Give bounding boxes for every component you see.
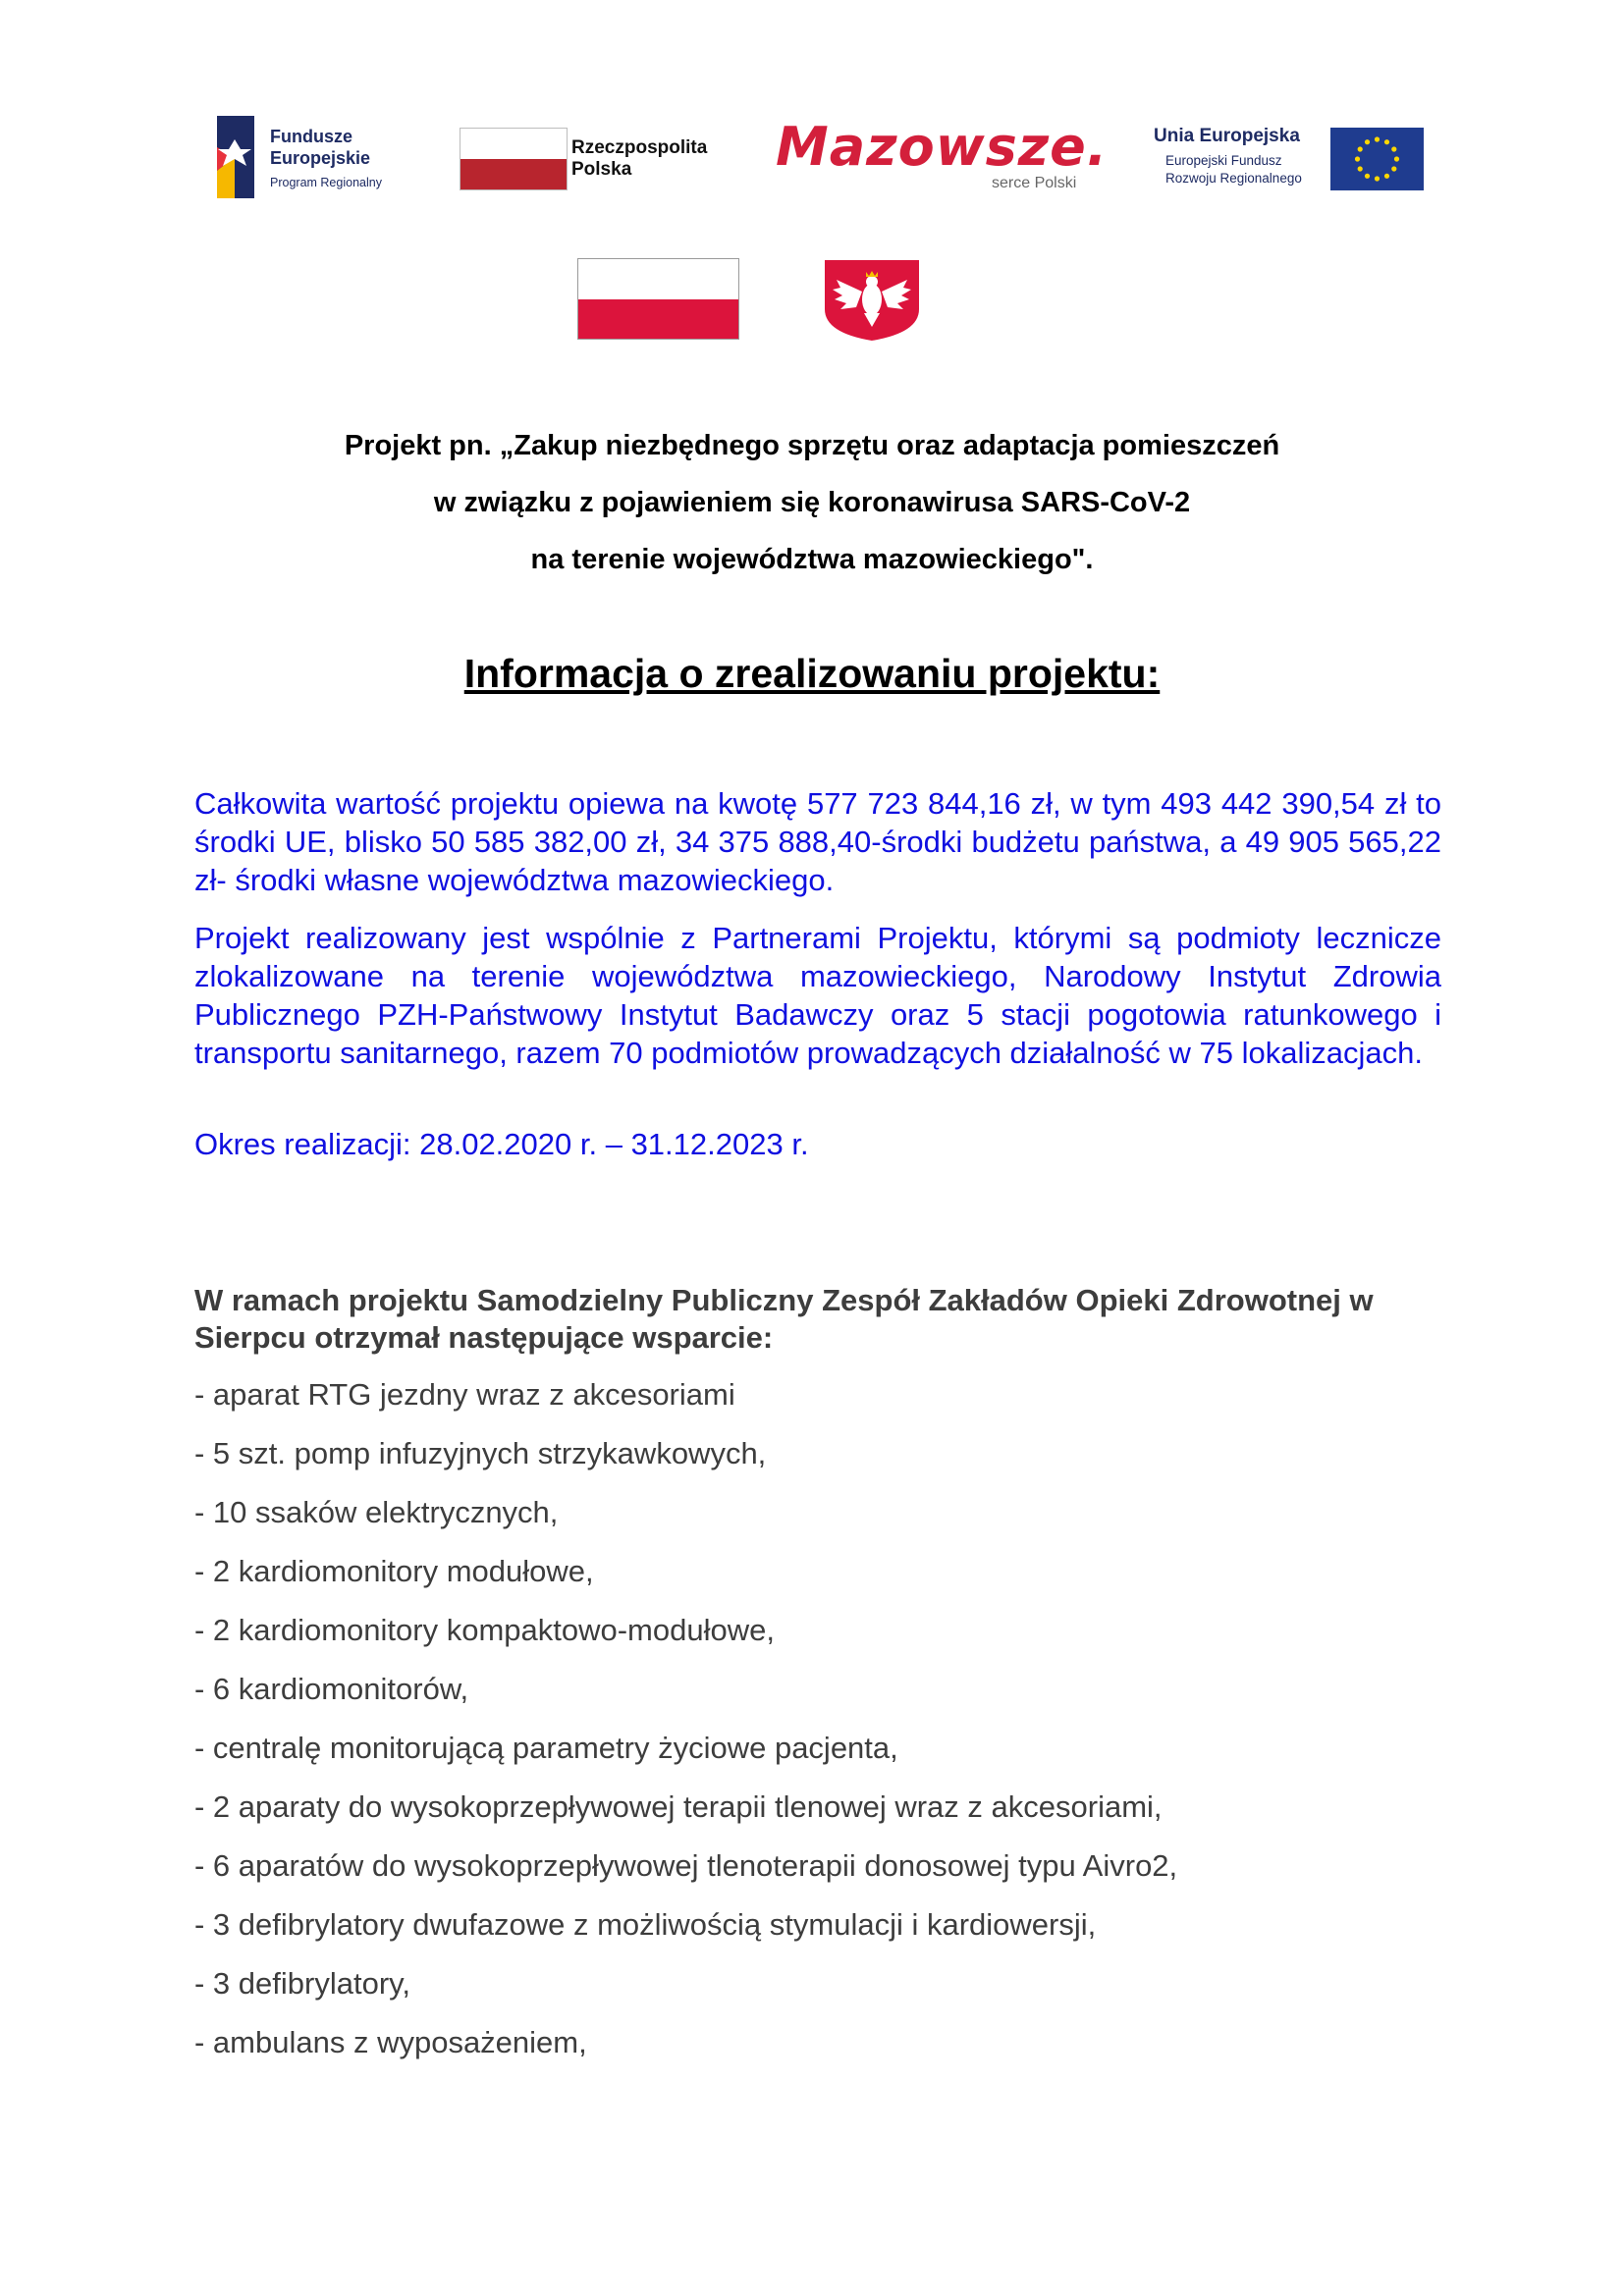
fundusze-line3: Program Regionalny [270,176,382,189]
eu-flag-icon [1330,128,1424,190]
rzeczpospolita-line1: Rzeczpospolita [571,137,708,158]
project-title [0,417,1624,588]
fundusze-europejskie-icon [211,116,264,198]
list-item: - ambulans z wyposażeniem, [194,2025,587,2059]
list-item: - aparat RTG jezdny wraz z akcesoriami [194,1377,735,1412]
list-item: - centralę monitorującą parametry życiowe pacjenta, [194,1731,898,1765]
support-list [194,1375,1177,2082]
project-value-paragraph: Całkowita wartość projektu opiewa na kwotę 577 723 844,16 zł, w tym 493 442 390,54 zł to środki UE, blisko 50 585 382,00 zł, 34 375 888,40-środki budżetu państwa, a 49 905 565,22 zł- środki własne województwa mazowieckiego. [194,786,1441,897]
list-item: - 5 szt. pomp infuzyjnych strzykawkowych, [194,1436,767,1470]
polish-flag-small-icon [460,128,568,190]
fundusze-line2: Europejskie [270,148,371,168]
info-heading: Informacja o zrealizowaniu projektu: [463,651,1161,696]
list-item: - 6 kardiomonitorów, [194,1672,469,1706]
list-item: - 2 aparaty do wysokoprzepływowej terapii tlenowej wraz z akcesoriami, [194,1789,1163,1824]
list-item: - 3 defibrylatory, [194,1966,410,2001]
list-item: - 6 aparatów do wysokoprzepływowej tlenoterapii donosowej typu Aivro2, [194,1848,1178,1883]
unia-line1: Unia Europejska [1154,126,1300,146]
project-period-paragraph: Okres realizacji: 28.02.2020 r. – 31.12.2023 r. [194,1127,809,1161]
polish-eagle-emblem-icon [823,258,921,343]
fundusze-europejskie-logo [211,116,437,198]
mazowsze-logo [776,116,1110,204]
logo-bar [0,0,1624,226]
fundusze-line1: Fundusze [270,127,352,146]
polish-flag-icon [577,258,739,340]
project-title-line3: na terenie województwa mazowieckiego". [530,544,1094,575]
mazowsze-subtitle: serce Polski [992,175,1077,191]
support-title: W ramach projektu Samodzielny Publiczny Zespół Zakładów Opieki Zdrowotnej w Sierpcu otrzymał następujące wsparcie: [194,1283,1374,1355]
rzeczpospolita-polska-logo [460,128,754,192]
list-item: - 10 ssaków elektrycznych, [194,1495,559,1529]
project-title-line1: Projekt pn. „Zakup niezbędnego sprzętu oraz adaptacja pomieszczeń [344,430,1280,461]
list-item: - 3 defibrylatory dwufazowe z możliwością stymulacji i kardiowersji, [194,1907,1097,1942]
mazowsze-wordmark: Mazowsze. [776,116,1109,178]
list-item: - 2 kardiomonitory modułowe, [194,1554,594,1588]
project-partners-paragraph: Projekt realizowany jest wspólnie z Partnerami Projektu, którymi są podmioty lecznicze zlokalizowane na terenie województwa mazowieckiego, Narodowy Instytut Zdrowia Publicznego PZH-Państwowy Instytut Badawczy oraz 5 stacji pogotowia ratunkowego i transportu sanitarnego, razem 70 podmiotów prowadzących działalność w 75 lokalizacjach. [194,921,1441,1070]
unia-line3: Rozwoju Regionalnego [1165,171,1302,186]
list-item: - 2 kardiomonitory kompaktowo-modułowe, [194,1613,775,1647]
rzeczpospolita-line2: Polska [571,159,632,180]
unia-europejska-logo [1154,126,1429,194]
unia-line2: Europejski Fundusz [1165,153,1282,168]
project-title-line2: w związku z pojawieniem się koronawirusa SARS-CoV-2 [433,487,1191,518]
